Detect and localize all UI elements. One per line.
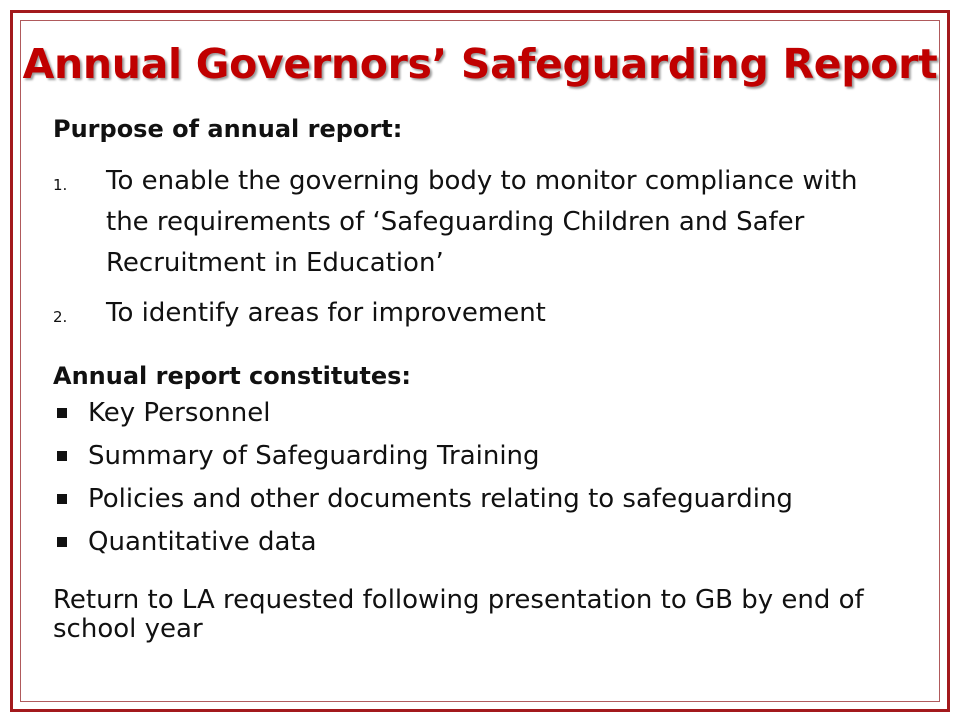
constitutes-item-quantitative: Quantitative data <box>88 527 317 557</box>
constitutes-item-policies: Policies and other documents relating to safeguarding <box>88 484 793 514</box>
purpose-number-2: 2. <box>53 308 68 326</box>
bullet-icon <box>57 537 67 547</box>
footer-note: Return to LA requested following presentation to GB by end of school year <box>53 585 864 644</box>
constitutes-item-training: Summary of Safeguarding Training <box>88 441 540 471</box>
bullet-icon <box>57 408 67 418</box>
purpose-item-1: To enable the governing body to monitor compliance with the requirements of ‘Safeguarding Children and Safer Recruitment in Education’ <box>106 166 858 278</box>
purpose-heading: Purpose of annual report: <box>53 115 403 143</box>
slide-title: Annual Governors’ Safeguarding Report <box>22 40 938 88</box>
purpose-number-1: 1. <box>53 176 68 194</box>
purpose-item-2: To identify areas for improvement <box>106 298 546 328</box>
constitutes-heading: Annual report constitutes: <box>53 362 412 390</box>
bullet-icon <box>57 494 67 504</box>
constitutes-item-key-personnel: Key Personnel <box>88 398 271 428</box>
bullet-icon <box>57 451 67 461</box>
